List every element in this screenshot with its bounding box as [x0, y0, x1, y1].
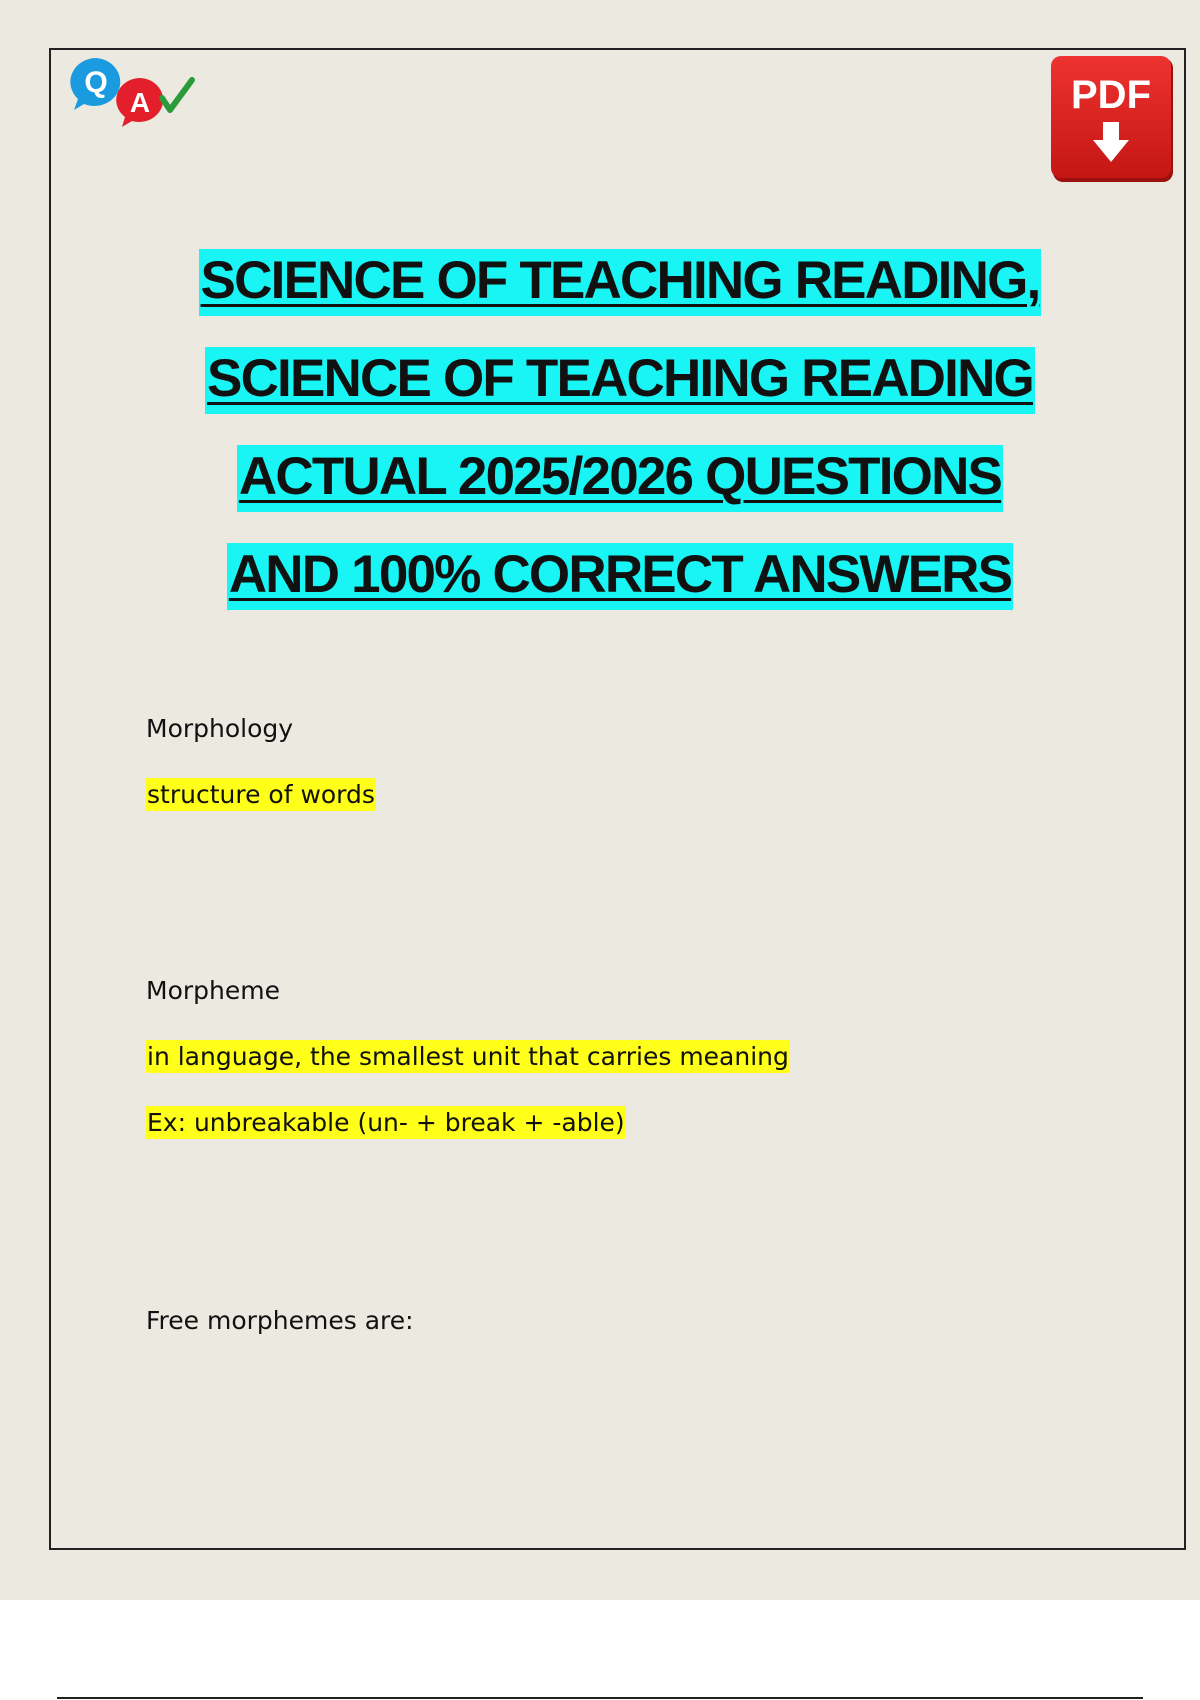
check-mark-icon: [162, 80, 192, 110]
question-term: Morphology: [146, 714, 294, 743]
title-line: SCIENCE OF TEACHING READING,: [60, 232, 1180, 330]
question-term: Free morphemes are:: [146, 1306, 414, 1335]
qa-logo-icon: [68, 56, 198, 128]
title-line: ACTUAL 2025/2026 QUESTIONS: [60, 428, 1180, 526]
title-line: SCIENCE OF TEACHING READING: [60, 330, 1180, 428]
answer-text: Ex: unbreakable (un- + break + -able): [147, 1108, 625, 1137]
question-term: Morpheme: [146, 976, 280, 1005]
document-title: [60, 232, 1180, 624]
q-bubble-icon: [70, 58, 120, 110]
svg-text:A: A: [129, 87, 151, 118]
a-bubble-icon: [116, 78, 163, 127]
svg-text:PDF: PDF: [1071, 73, 1151, 117]
answer-text: structure of words: [147, 780, 375, 809]
answer-text: in language, the smallest unit that carries meaning: [147, 1042, 789, 1071]
divider: [57, 1697, 1143, 1699]
title-line: AND 100% CORRECT ANSWERS: [60, 526, 1180, 624]
svg-text:Q: Q: [84, 66, 108, 99]
pdf-download-icon: [1051, 56, 1177, 186]
